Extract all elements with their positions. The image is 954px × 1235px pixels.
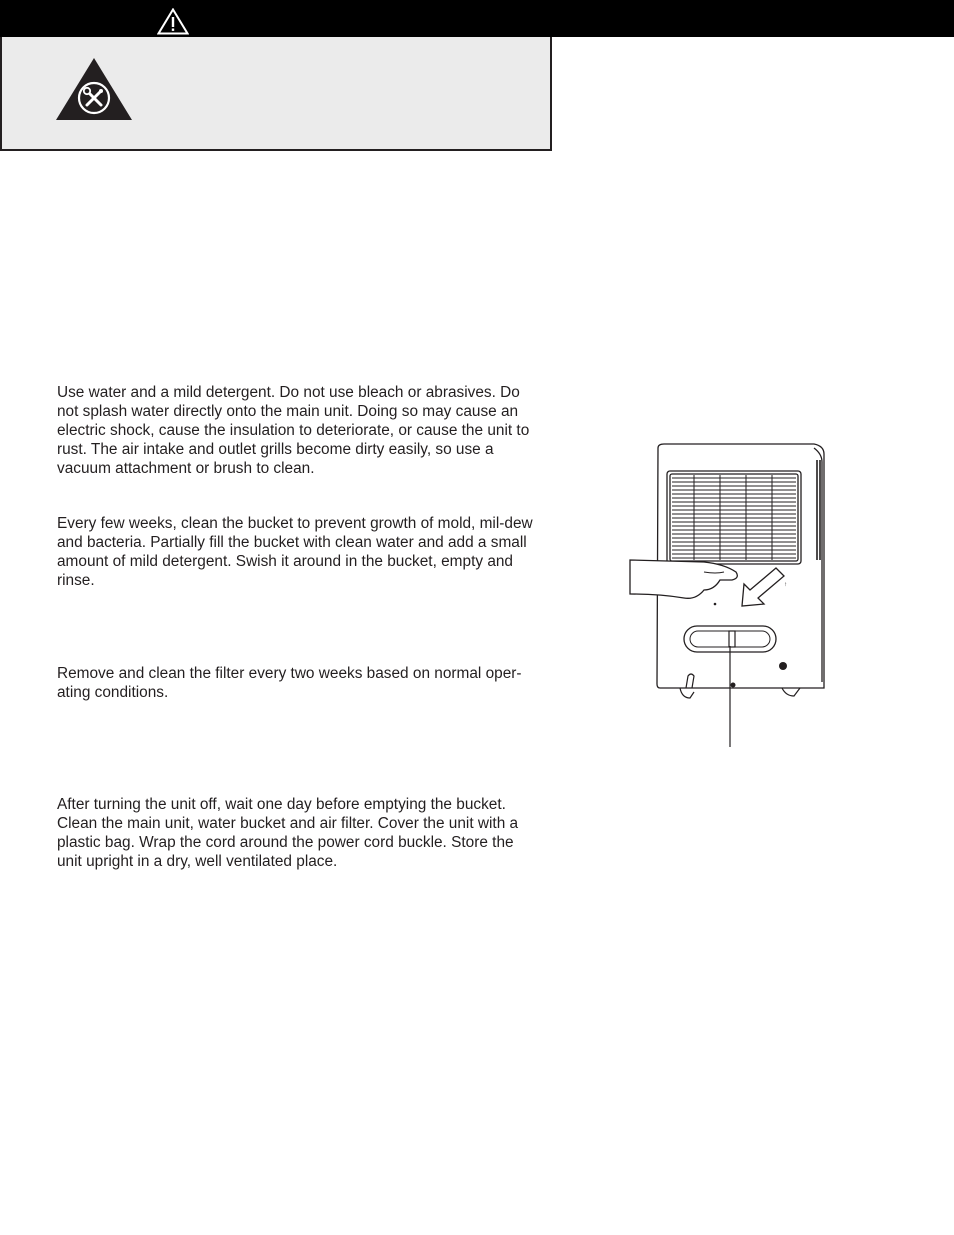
cabinet-cleaning-paragraph: Use water and a mild detergent. Do not use bleach or abrasives. Do not splash water directly onto the main unit. Doing so may cause an electric shock, cause the insulation to deteriorate, or cause the unit to rust. The air intake and outlet grills become dirty easily, so use a vacuum attachment or brush to clean.	[57, 384, 530, 477]
exclamation-triangle-icon	[157, 8, 189, 35]
dehumidifier-filter-illustration	[624, 440, 834, 750]
svg-text:↑: ↑	[784, 582, 787, 588]
bucket-cleaning-paragraph: Every few weeks, clean the bucket to prevent growth of mold, mil-dew and bacteria. Partially fill the bucket with clean water and add a small amount of mild detergent. Swish it around in the bucket, empty and rinse.	[57, 515, 533, 589]
filter-cleaning-paragraph: Remove and clean the filter every two weeks based on normal oper-ating conditions.	[57, 665, 522, 701]
storage-paragraph: After turning the unit off, wait one day before emptying the bucket. Clean the main unit, water bucket and air filter. Cover the unit with a plastic bag. Wrap the cord around the power cord buckle. Store the unit upright in a dry, well ventilated place.	[57, 796, 519, 870]
wrench-screwdriver-icon	[56, 58, 132, 120]
warning-header	[0, 0, 954, 37]
